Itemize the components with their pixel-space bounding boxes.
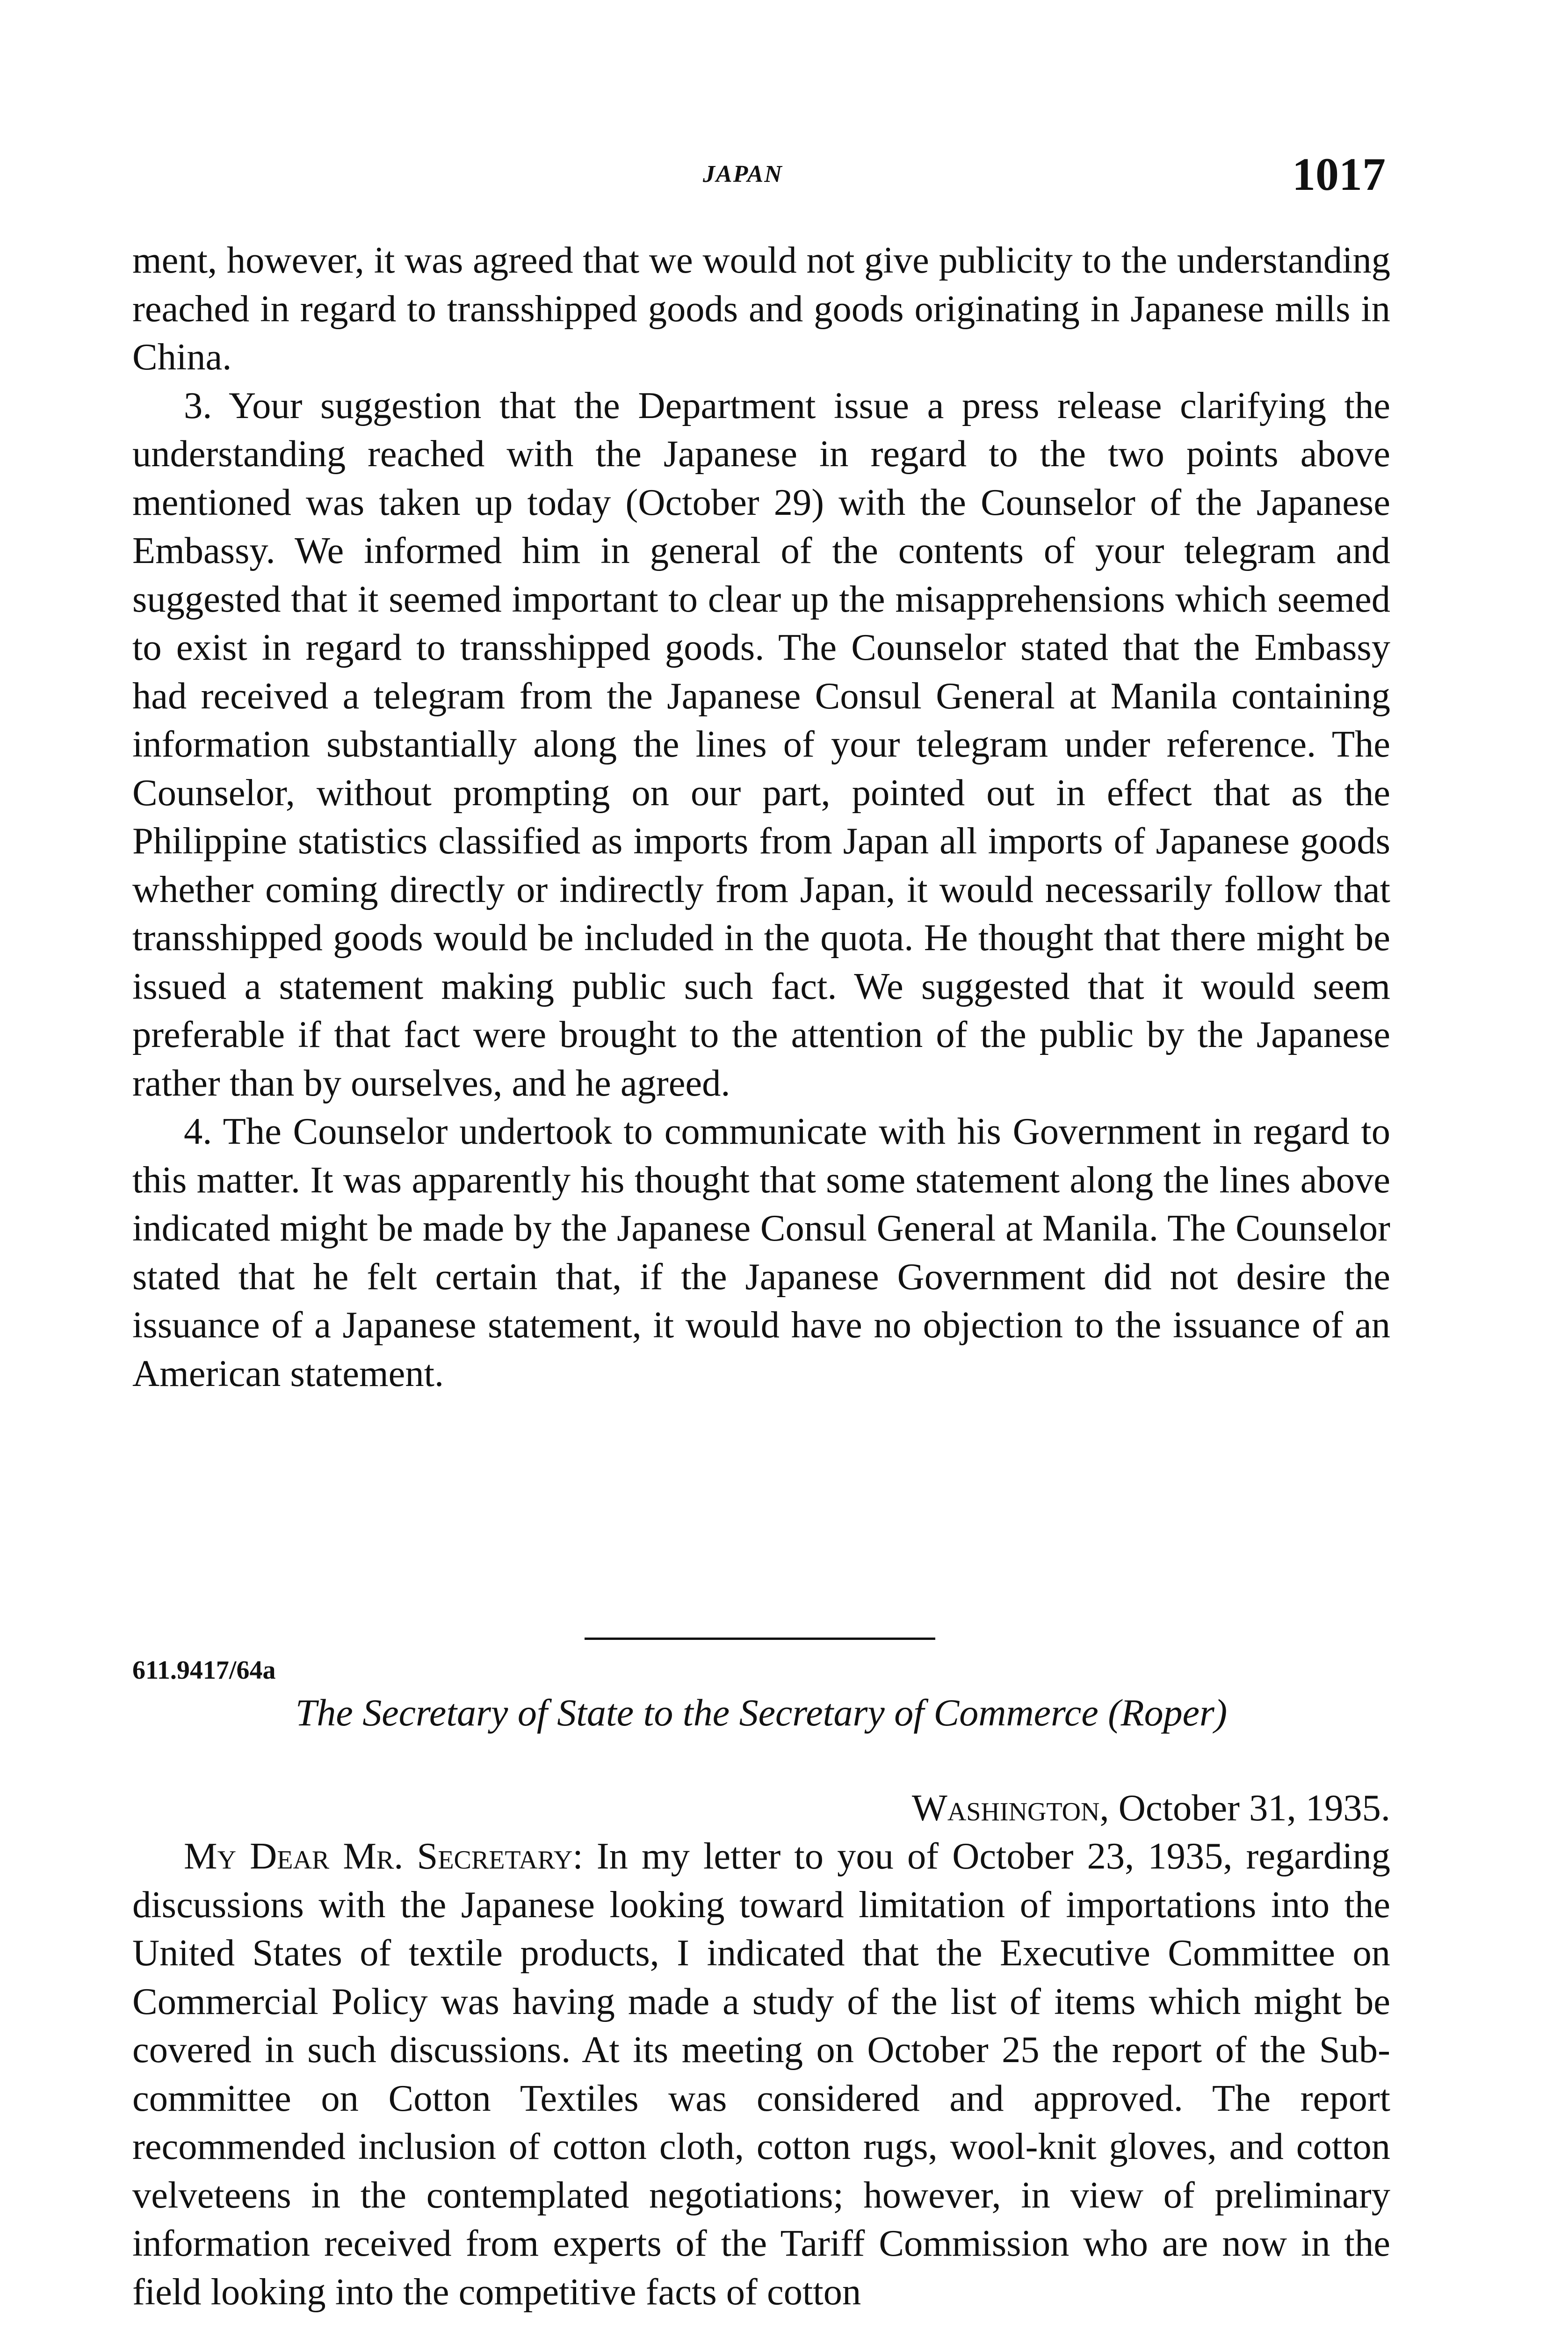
file-number: 611.9417/64a <box>132 1656 276 1685</box>
dateline-date: , October 31, 1935. <box>1099 1787 1390 1829</box>
salutation-colon: : <box>572 1835 583 1877</box>
page-number: 1017 <box>1292 148 1386 200</box>
running-head: JAPAN <box>703 161 783 188</box>
dateline <box>132 1784 1390 1833</box>
paragraph-4: 4. The Counselor undertook to communicate with his Government in regard to this matter. It was apparently his thought that some statement along the lines above indicated might be made by the Japanese Consul General at Manila. The Counselor stated that he felt certain that, if the Japanese Government did not desire the issuance of a Japanese statement, it would have no objection to the issuance of an American statement. <box>132 1111 1390 1394</box>
letter-text: In my letter to you of October 23, 1935, regarding discussions with the Japanese looking toward limitation of importations into the United States of textile products, I indicated that the Executive Committee on Commercial Policy was having made a study of the list of items which might be covered in such discussions. At its meeting on October 25 the report of the Sub-committee on Cotton Textiles was considered and approved. The report recommended inclusion of cotton cloth, cotton rugs, wool-knit gloves, and cotton velveteens in the contemplated negotiations; however, in view of preliminary information received from experts of the Tariff Commission who are now in the field looking into the competitive facts of cotton <box>132 1835 1390 2313</box>
section-divider <box>585 1638 935 1640</box>
page-header <box>132 147 1390 203</box>
paragraph-3: 3. Your suggestion that the Department issue a press release clarifying the understanding reached with the Japanese in regard to the two points above mentioned was taken up today (October 29) with the Counselor of the Japanese Embassy. We informed him in general of the contents of your telegram and suggested that it seemed important to clear up the misapprehensions which seemed to exist in regard to transshipped goods. The Counselor stated that the Embassy had received a telegram from the Japanese Consul General at Manila containing information substantially along the lines of your telegram under reference. The Counselor, without prompting on our part, pointed out in effect that as the Philippine statistics classified as imports from Japan all imports of Japanese goods whether coming directly or indirectly from Japan, it would necessarily follow that transshipped goods would be included in the quota. He thought that there might be issued a statement making public such fact. We suggested that it would seem preferable if that fact were brought to the attention of the public by the Japanese rather than by ourselves, and he agreed. <box>132 384 1390 1104</box>
salutation: My Dear Mr. Secretary <box>184 1835 573 1877</box>
paragraph-continuation: ment, however, it was agreed that we would not give publicity to the understanding reached in regard to transshipped goods and goods originating in Japanese mills in China. <box>132 239 1390 378</box>
document-heading: The Secretary of State to the Secretary of Commerce (Roper) <box>295 1691 1228 1734</box>
continued-memo-text <box>132 236 1390 1398</box>
dateline-place: Washington <box>911 1787 1100 1829</box>
letter-paragraph <box>132 1832 1390 2316</box>
letter-body <box>132 1832 1390 2316</box>
